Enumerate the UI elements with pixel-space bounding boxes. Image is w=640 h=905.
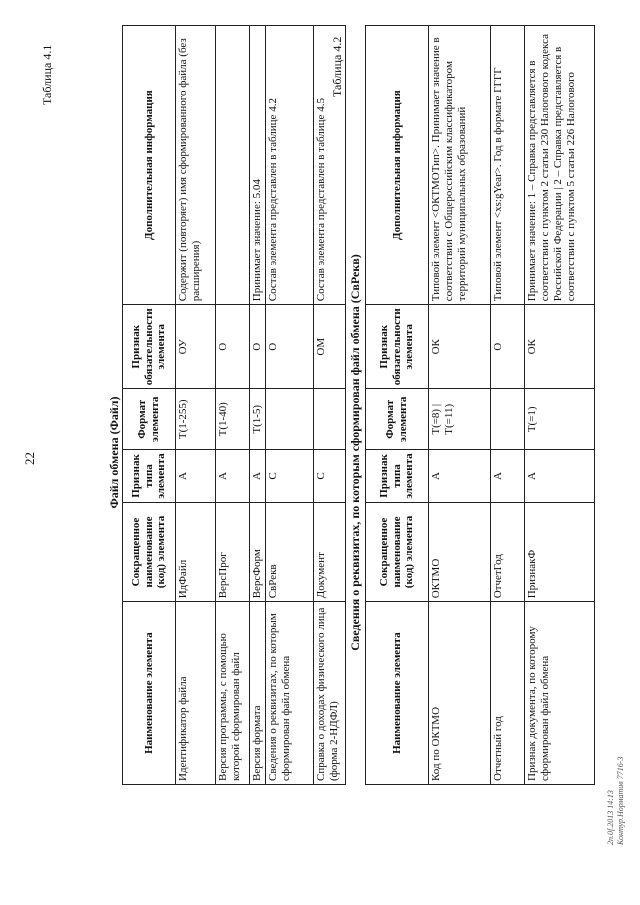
cell-name: Версия формата	[250, 602, 266, 785]
header-additional-info: Дополнительная информация	[366, 26, 429, 305]
header-element-type: Признак типа элемента	[123, 450, 176, 502]
cell-required: ОУ	[176, 305, 216, 389]
cell-type: А	[216, 450, 250, 502]
cell-code: ВерсПрог	[216, 502, 250, 602]
cell-type: А	[491, 450, 525, 502]
margin-note-line: Контур.Норматив 7716-3	[615, 756, 625, 845]
cell-code: ОКТМО	[429, 502, 491, 602]
cell-format: T(1-40)	[216, 389, 250, 450]
table-row	[525, 26, 595, 785]
table-4-2-label: Таблица 4.2	[330, 36, 344, 97]
header-element-name: Наименование элемента	[123, 602, 176, 785]
table-4-2-title: Сведения о реквизитах, по которым сформирован файл обмена (СвРекв)	[348, 254, 362, 651]
cell-name: Код по ОКТМО	[429, 602, 491, 785]
cell-type: С	[266, 450, 314, 502]
header-element-format: Формат элемента	[123, 389, 176, 450]
cell-required: О	[250, 305, 266, 389]
header-element-code: Сокращенное наименование (код) элемента	[123, 502, 176, 602]
cell-code: СвРекв	[266, 502, 314, 602]
cell-required: О	[491, 305, 525, 389]
cell-type: А	[250, 450, 266, 502]
cell-format: T(1-5)	[250, 389, 266, 450]
table-row	[429, 26, 491, 785]
cell-format: T(=1)	[525, 389, 595, 450]
table-row	[266, 26, 314, 785]
cell-info: Состав элемента представлен в таблице 4.5	[314, 26, 346, 305]
table-4-1	[122, 25, 346, 785]
header-element-required: Признак обязательности элемента	[366, 305, 429, 389]
cell-name: Сведения о реквизитах, по которым сформирован файл обмена	[266, 602, 314, 785]
cell-info: Типовой элемент <xs:gYear>. Год в формате ГГГГ	[491, 26, 525, 305]
cell-format	[314, 389, 346, 450]
margin-note-line: 2n.0f.2013 14:13	[606, 790, 615, 845]
header-element-format: Формат элемента	[366, 389, 429, 450]
cell-info: Состав элемента представлен в таблице 4.2	[266, 26, 314, 305]
cell-code: Документ	[314, 502, 346, 602]
cell-format	[491, 389, 525, 450]
margin-note	[606, 757, 625, 845]
header-additional-info: Дополнительная информация	[123, 26, 176, 305]
cell-required: О	[266, 305, 314, 389]
table-row	[491, 26, 525, 785]
cell-info	[216, 26, 250, 305]
cell-required: ОК	[429, 305, 491, 389]
page-number: 22	[22, 452, 37, 465]
cell-info: Принимает значение: 1 – Справка представляется в соответствии с пунктом 2 статьи 230 Налогового кодекса Российской Федерации | 2 – Справка представляется в соответствии с пунктом 5 статьи 226 Налогового	[525, 26, 595, 305]
table-4-2-header-row	[366, 26, 429, 785]
table-row	[314, 26, 346, 785]
table-4-1-header-row	[123, 26, 176, 785]
cell-format	[266, 389, 314, 450]
cell-info: Типовой элемент <ОКТМОТип>. Принимает значение в соответствии с Общероссийским классификатором территорий муниципальных образований	[429, 26, 491, 305]
cell-type: А	[525, 450, 595, 502]
table-4-1-label: Таблица 4.1	[40, 44, 54, 105]
cell-type: А	[176, 450, 216, 502]
cell-code: ИдФайл	[176, 502, 216, 602]
table-row	[250, 26, 266, 785]
table-4-1-title: Файл обмена (Файл)	[107, 396, 121, 509]
cell-name: Идентификатор файла	[176, 602, 216, 785]
header-element-required: Признак обязательности элемента	[123, 305, 176, 389]
cell-info: Принимает значение: 5.04	[250, 26, 266, 305]
cell-format: T(=8) | T(=11)	[429, 389, 491, 450]
cell-name: Отчетный год	[491, 602, 525, 785]
header-element-code: Сокращенное наименование (код) элемента	[366, 502, 429, 602]
cell-code: ОтчетГод	[491, 502, 525, 602]
cell-name: Признак документа, по которому сформирован файл обмена	[525, 602, 595, 785]
header-element-name: Наименование элемента	[366, 602, 429, 785]
cell-required: ОК	[525, 305, 595, 389]
cell-format: T(1-255)	[176, 389, 216, 450]
table-row	[216, 26, 250, 785]
cell-name: Версия программы, с помощью которой сформирован файл	[216, 602, 250, 785]
cell-type: С	[314, 450, 346, 502]
cell-code: ВерсФорм	[250, 502, 266, 602]
header-element-type: Признак типа элемента	[366, 450, 429, 502]
table-4-2	[365, 25, 595, 785]
table-row	[176, 26, 216, 785]
cell-info: Содержит (повторяет) имя сформированного файла (без расширения)	[176, 26, 216, 305]
cell-required: ОМ	[314, 305, 346, 389]
cell-type: А	[429, 450, 491, 502]
cell-code: ПризнакФ	[525, 502, 595, 602]
cell-required: О	[216, 305, 250, 389]
cell-name: Справка о доходах физического лица (форма 2-НДФЛ)	[314, 602, 346, 785]
